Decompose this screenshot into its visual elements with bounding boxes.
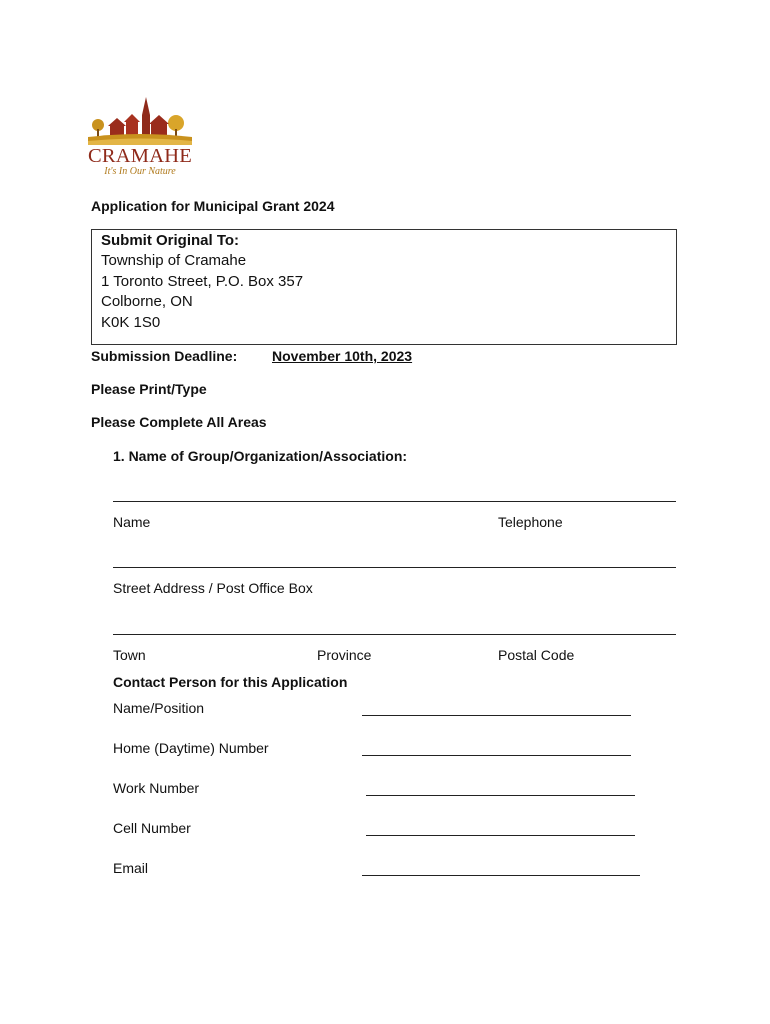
street-address-label: Street Address / Post Office Box [113, 580, 313, 596]
email-label: Email [113, 860, 149, 876]
org-name-line[interactable] [113, 501, 676, 502]
submit-line-1: Township of Cramahe [101, 252, 247, 269]
submit-line-2: 1 Toronto Street, P.O. Box 357 [101, 273, 304, 290]
submit-line-3: Colborne, ON [101, 293, 193, 310]
cell-number-field[interactable] [366, 835, 635, 836]
cell-number-label: Cell Number [113, 820, 191, 836]
logo-tagline: It's In Our Nature [104, 166, 176, 177]
form-title: Application for Municipal Grant 2024 [91, 198, 335, 214]
home-number-label: Home (Daytime) Number [113, 740, 269, 756]
deadline-value: November 10th, 2023 [272, 348, 413, 364]
town-label: Town [113, 647, 146, 663]
name-label: Name [113, 514, 151, 530]
logo-wordmark: CRAMAHE [88, 145, 192, 167]
work-number-field[interactable] [366, 795, 635, 796]
town-province-postal-line[interactable] [113, 634, 676, 635]
work-number-label: Work Number [113, 780, 200, 796]
province-label: Province [317, 647, 372, 663]
email-field[interactable] [362, 875, 640, 876]
submit-address-box [91, 229, 677, 345]
telephone-label: Telephone [498, 514, 563, 530]
contact-heading: Contact Person for this Application [113, 674, 348, 690]
home-number-field[interactable] [362, 755, 631, 756]
street-address-line[interactable] [113, 567, 676, 568]
cramahe-logo [88, 93, 192, 179]
submit-line-4: K0K 1S0 [101, 314, 161, 331]
submit-heading: Submit Original To: [101, 232, 240, 249]
question-1-label: 1. Name of Group/Organization/Association: [113, 448, 408, 464]
postal-code-label: Postal Code [498, 647, 575, 663]
complete-note: Please Complete All Areas [91, 414, 267, 430]
deadline-label: Submission Deadline: [91, 348, 238, 364]
print-note: Please Print/Type [91, 381, 207, 397]
cramahe-logo-icon [88, 93, 192, 145]
name-position-label: Name/Position [113, 700, 205, 716]
name-position-field[interactable] [362, 715, 631, 716]
